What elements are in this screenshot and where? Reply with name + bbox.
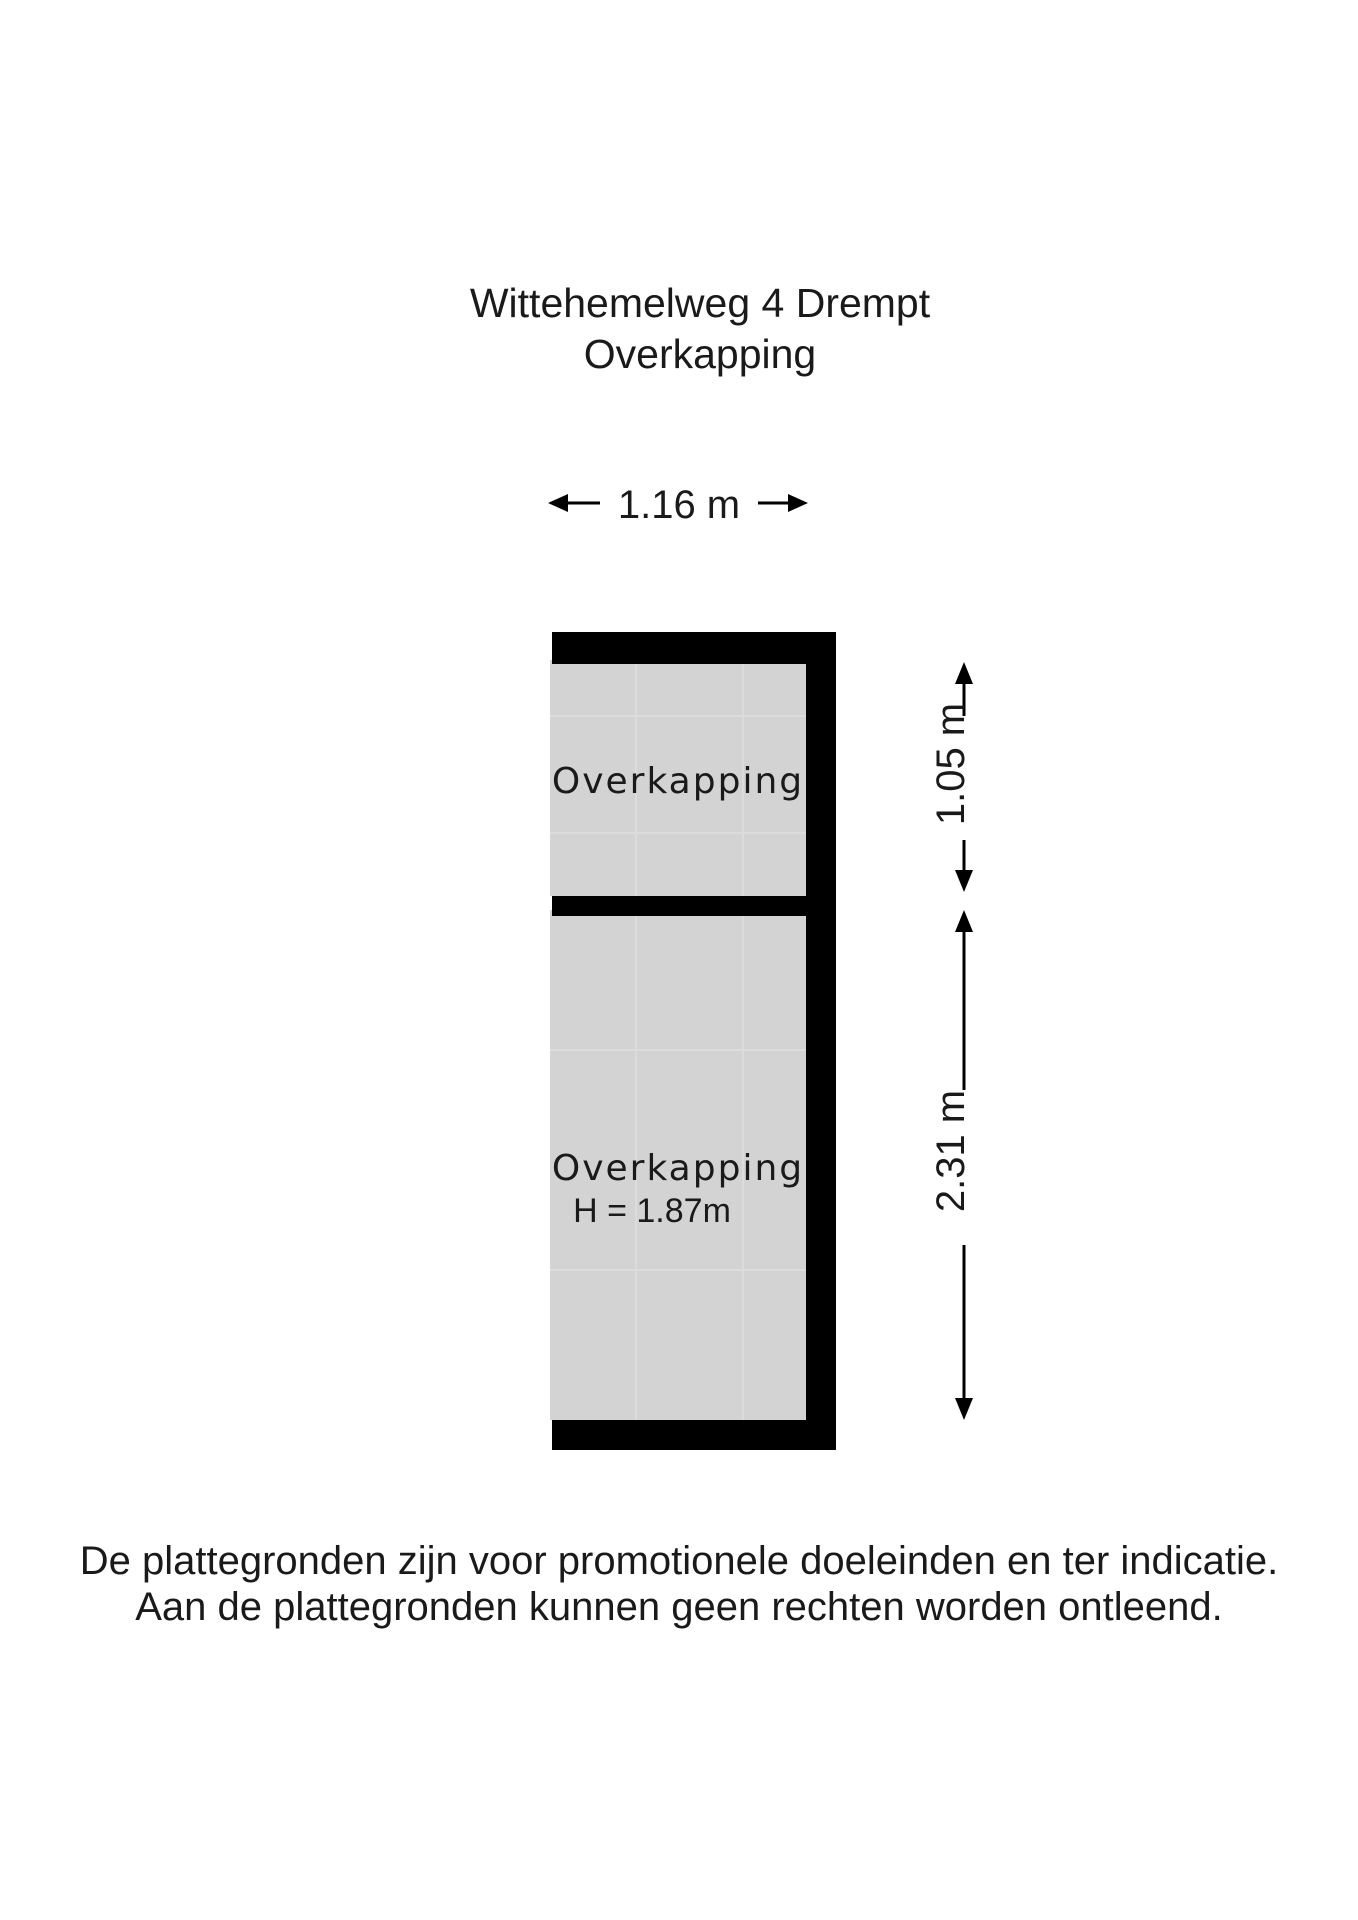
floor-title: Overkapping [583, 331, 817, 377]
disclaimer-line-2: Aan de plattegronden kunnen geen rechten worden ontleend. [135, 1585, 1223, 1629]
dimension-upper-label: 1.05 m [929, 702, 973, 826]
wall-bottom [552, 1420, 836, 1450]
arrow-right-icon [788, 494, 808, 512]
address-title: Wittehemelweg 4 Drempt [469, 280, 931, 326]
dimension-lower-label: 2.31 m [929, 1089, 973, 1213]
room-label-upper: Overkapping [551, 761, 805, 802]
arrow-down-icon [955, 1398, 973, 1420]
room-height-lower: H = 1.87m [573, 1192, 731, 1230]
disclaimer [0, 1538, 1358, 1630]
disclaimer-line-1: De plattegronden zijn voor promotionele doeleinden en ter indicatie. [79, 1539, 1279, 1583]
arrow-down-icon [955, 870, 973, 892]
dimension-width-label: 1.16 m [617, 483, 741, 527]
arrow-left-icon [548, 494, 568, 512]
room-label-lower: Overkapping [551, 1148, 805, 1189]
wall-top [552, 632, 836, 664]
wall-right [806, 632, 836, 1450]
wall-divider [552, 896, 836, 916]
dimension-upper-length [929, 662, 973, 892]
dimension-width [548, 483, 808, 527]
dimension-lower-length [929, 910, 973, 1420]
